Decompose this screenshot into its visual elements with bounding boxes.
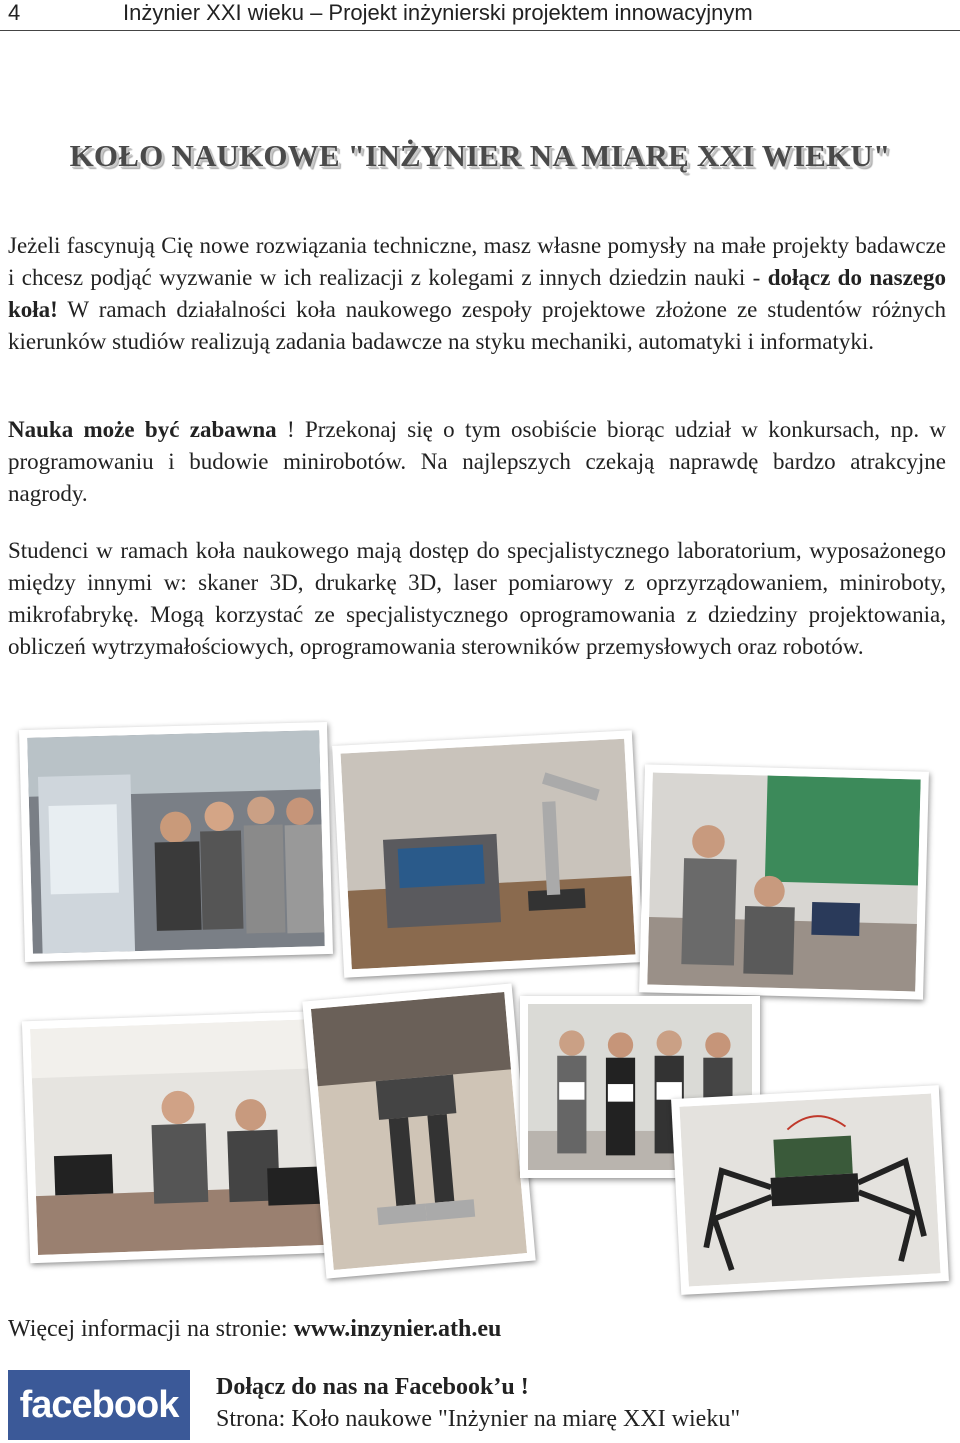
- photo-students-laptops: [639, 764, 929, 999]
- page-number: 4: [8, 0, 21, 25]
- more-info-line: [8, 1312, 501, 1346]
- facebook-logo: facebook: [8, 1370, 190, 1440]
- lab-paragraph: Studenci w ramach koła naukowego mają dostęp do specjalistycznego laboratorium, wyposażonego między innymi w: skaner 3D, drukarkę 3D, laser pomiarowy z oprzyrządowaniem, miniroboty, mikrofabrykę. Mogą korzystać ze specjalistycznego oprogramowania z dziedziny projektowania, obliczeń wytrzymałościowych, oprogramowania sterowników przemysłowych oraz robotów.: [8, 538, 946, 659]
- facebook-cta: Dołącz do nas na Facebook’u !: [216, 1374, 529, 1400]
- intro-text: Jeżeli fascynują Cię nowe rozwiązania techniczne, masz własne pomysły na małe projekty badawcze i chcesz podjąć wyzwanie w ich realizacji z kolegami z innych dziedzin nauki -: [8, 233, 946, 290]
- photo-computer-room: [22, 1011, 336, 1264]
- fun-callout: Nauka może być zabawna: [8, 417, 277, 442]
- photo-hexapod-robot: [671, 1085, 949, 1295]
- photo-robot-arm: [332, 730, 644, 977]
- website-link[interactable]: www.inzynier.ath.eu: [293, 1316, 502, 1342]
- activity-text: W ramach działalności koła naukowego zespoły projektowe złożone ze studentów różnych kierunków studiów realizują zadania badawcze na styku mechaniki, automatyki i informatyki.: [8, 297, 946, 354]
- photo-students-lab-machine: [19, 722, 333, 962]
- running-header-title: Inżynier XXI wieku – Projekt inżynierski projektem innowacyjnym: [123, 0, 753, 25]
- page-title: KOŁO NAUKOWE "INŻYNIER NA MIARĘ XXI WIEKU": [69, 138, 891, 173]
- photo-humanoid-robot: [302, 983, 535, 1278]
- join-callout: dołącz do naszego koła!: [8, 265, 946, 322]
- contest-text: ! Przekonaj się o tym osobiście biorąc udział w konkursach, np. w programowaniu i budowie minirobotów. Na najlepszych czekają naprawdę bardzo atrakcyjne nagrody.: [8, 417, 947, 506]
- facebook-page-name: Strona: Koło naukowe "Inżynier na miarę XXI wieku": [216, 1406, 741, 1432]
- fun-paragraph: [8, 414, 946, 510]
- more-info-label: Więcej informacji na stronie:: [8, 1316, 294, 1342]
- page-header: [0, 0, 960, 31]
- intro-paragraph: [8, 230, 946, 358]
